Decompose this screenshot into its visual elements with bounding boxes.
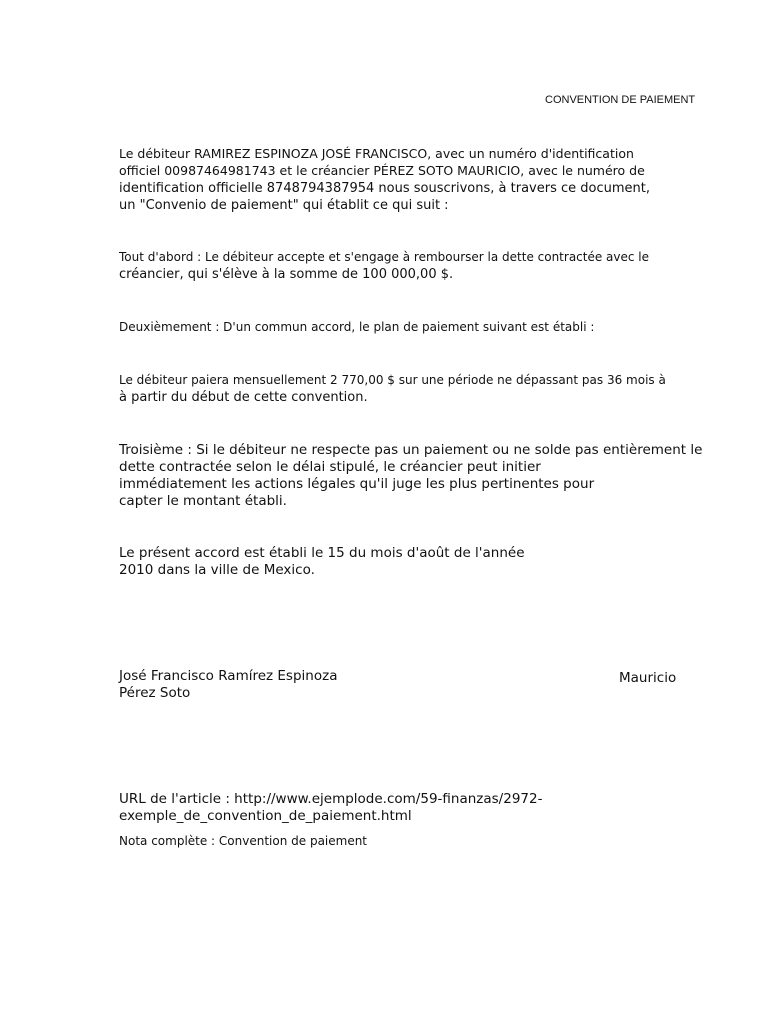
creditor-signature-last-name: Pérez Soto [119,685,191,701]
payment-line: à partir du début de cette convention. [119,390,368,405]
clause-line: Tout d'abord : Le débiteur accepte et s'engage à rembourser la dette contractée avec le [119,250,650,264]
debtor-signature-name: José Francisco Ramírez Espinoza [119,668,338,684]
source-url-line: URL de l'article : http://www.ejemplode.com/59-finanzas/2972- [119,791,543,807]
source-note: Nota complète : Convention de paiement [119,834,368,848]
intro-line: Le débiteur RAMIREZ ESPINOZA JOSÉ FRANCISCO, avec un numéro d'identification [119,146,634,161]
clause-line: dette contractée selon le délai stipulé, le créancier peut initier [119,459,541,475]
intro-line: identification officielle 8748794387954 nous souscrivons, à travers ce document, [119,181,650,196]
clause-line: Deuxièmement : D'un commun accord, le plan de paiement suivant est établi : [119,320,595,334]
clause-line: créancier, qui s'élève à la somme de 100 000,00 $. [119,267,454,282]
closing-line: 2010 dans la ville de Mexico. [119,562,315,578]
creditor-signature-first-name: Mauricio [619,670,677,686]
closing-line: Le présent accord est établi le 15 du mois d'août de l'année [119,545,525,561]
payment-line: Le débiteur paiera mensuellement 2 770,00 $ sur une période ne dépassant pas 36 mois à [119,373,666,387]
clause-line: immédiatement les actions légales qu'il juge les plus pertinentes pour [119,476,595,492]
document-title: CONVENTION DE PAIEMENT [545,94,696,106]
intro-line: un "Convenio de paiement" qui établit ce qui suit : [119,198,449,213]
intro-line: officiel 00987464981743 et le créancier PÉREZ SOTO MAURICIO, avec le numéro de [119,163,645,178]
source-url-line: exemple_de_convention_de_paiement.html [119,808,412,824]
clause-line: Troisième : Si le débiteur ne respecte pas un paiement ou ne solde pas entièrement le [119,442,703,458]
clause-line: capter le montant établi. [119,493,287,509]
